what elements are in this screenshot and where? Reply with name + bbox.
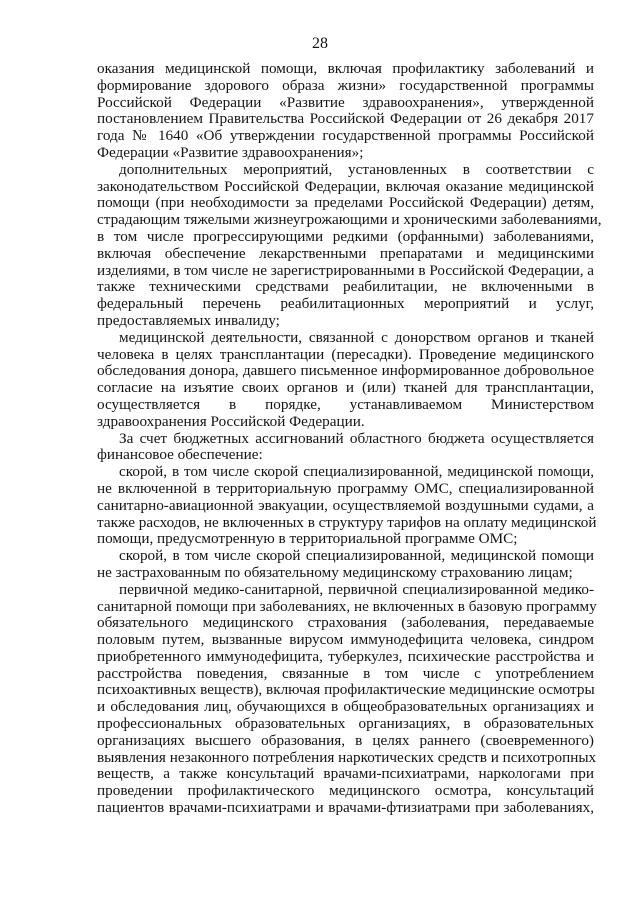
text-line: скорой, в том числе скорой специализированной, медицинской помощи, [119,463,594,481]
paragraph [97,431,594,465]
text-line: оказания медицинской помощи, включая профилактику заболеваний и [97,60,594,77]
text-line: человека в целях трансплантации (пересадки). Проведение медицинского [97,345,594,363]
text-line: обязательного медицинского страхования (заболевания, передаваемые [97,614,594,632]
text-line: здравоохранения Российской Федерации. [97,412,365,430]
text-line: предоставляемых инвалиду; [97,311,280,329]
paragraph [97,61,594,162]
text-line: Федерации «Развитие здравоохранения»; [97,143,364,161]
text-line: и обследования лиц, обучающихся в общеобразовательных организациях и [97,698,594,716]
text-line: согласие на изъятие своих органов и (или) тканей для трансплантации, [97,379,594,397]
text-line: помощи (при необходимости за пределами Российской Федерации) детям, [97,194,594,212]
text-line: приобретенного иммунодефицита, туберкулез, психические расстройства и [97,647,594,665]
text-line: законодательством Российской Федерации, включая оказание медицинской [97,177,594,195]
text-line: пациентов врачами-психиатрами и врачами-фтизиатрами при заболеваниях, [97,799,594,817]
text-line: формирование здорового образа жизни» государственной программы [97,76,594,94]
text-line: профессиональных образовательных организациях, в образовательных [97,715,594,733]
text-line: дополнительных мероприятий, установленных в соответствии с [119,160,594,178]
text-line: организациях высшего образования, в целях раннего (своевременного) [97,731,594,749]
text-line: страдающим тяжелыми жизнеугрожающими и хроническими заболеваниями, [97,211,602,229]
page-number: 28 [312,35,328,52]
text-line: выявления незаконного потребления наркотических средств и психотропных [97,748,597,766]
text-line: также расходов, не включенных в структуру тарифов на оплату медицинской [97,513,597,531]
text-line: расстройства поведения, связанные в том числе с употреблением [97,664,594,682]
paragraph [97,463,597,548]
paragraph [97,548,594,582]
text-line: санитарной помощи при заболеваниях, не включенных в базовую программу [97,597,597,615]
text-line: года № 1640 «Об утверждении государственной программы Российской [97,127,594,145]
text-line: постановлением Правительства Российской Федерации от 26 декабря 2017 [97,110,594,128]
text-line: также техническими средствами реабилитации, не включенными в [97,278,594,296]
text-line: санитарно-авиационной эвакуации, осуществляемой воздушными судами, а [97,496,594,514]
text-line: не застрахованным по обязательному медицинскому страхованию лицам; [97,563,573,581]
paragraph [97,580,597,817]
text-line: не включенной в территориальную программу ОМС, специализированной [97,479,594,497]
text-line: в том числе прогрессирующими редкими (орфанными) заболеваниями, [97,227,594,245]
text-line: помощи, предусмотренную в территориальной программе ОМС; [97,530,518,548]
text-line: психоактивных веществ), включая профилактические медицинские осмотры [97,681,595,699]
text-line: финансовое обеспечение: [97,446,263,464]
text-line: изделиями, в том числе не зарегистрированными в Российской Федерации, а [97,261,595,279]
text-line: За счет бюджетных ассигнований областного бюджета осуществляется [119,429,594,447]
text-line: федеральный перечень реабилитационных мероприятий и услуг, [97,295,594,313]
text-line: медицинской деятельности, связанной с донорством органов и тканей [119,328,594,346]
paragraph [97,160,602,330]
document-body [97,60,602,817]
paragraph [97,330,594,431]
text-line: осуществляется в порядке, устанавливаемом Министерством [97,395,594,413]
text-line: веществ, а также консультаций врачами-психиатрами, наркологами при [97,765,594,783]
text-line: скорой, в том числе скорой специализированной, медицинской помощи [119,547,594,565]
text-line: Российской Федерации «Развитие здравоохранения», утвержденной [97,93,594,111]
text-line: первичной медико-санитарной, первичной специализированной медико- [119,580,594,598]
text-line: проведении профилактического медицинского осмотра, консультаций [97,782,594,800]
text-line: половым путем, вызванные вирусом иммунодефицита человека, синдром [97,631,594,649]
text-line: обследования донора, давшего письменное информированное добровольное [97,362,594,380]
text-line: включая обеспечение лекарственными препаратами и медицинскими [97,244,594,262]
